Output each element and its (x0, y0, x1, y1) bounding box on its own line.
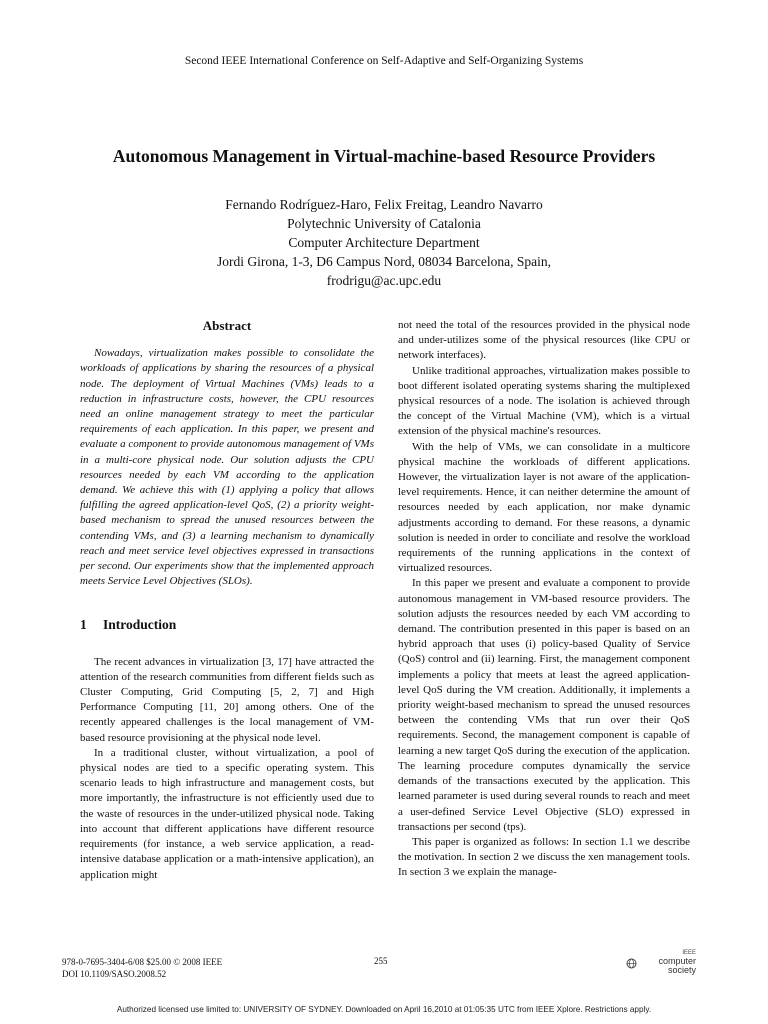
right-paragraph-2: With the help of VMs, we can consolidate in a multicore physical machine the workloads of different applications. However, the virtualization layer is not aware of the application-level requirements. Hence, it can neither determine the amount of resources needed by each application, nor make dynamic adjustments according to demand. For these reasons, a dynamic solution is needed in order to conciliate and resolve the workload requirements of the running applications in the context of virtualized resources. (398, 440, 690, 575)
logo-ieee-text: IEEE (682, 950, 696, 956)
right-column (398, 318, 690, 881)
footer-isbn: 978-0-7695-3404-6/08 $25.00 © 2008 IEEE (62, 957, 223, 967)
section-number: 1 (80, 617, 87, 633)
author-block (0, 195, 768, 290)
section-heading-introduction (80, 617, 374, 632)
ieee-computer-society-logo (626, 950, 696, 980)
abstract-text: Nowadays, virtualization makes possible to consolidate the workloads of applications by sharing the resources of a physical node. The deployment of Virtual Machines (VMs) leads to a reduction in infrastructure costs, however, the CPU resources need an online management strategy to meet the particular requirements of each application. In this paper, we present and evaluate a component to provide autonomous management of VMs in a multi-core physical node. Our solution adjusts the CPU resources needed by each VM according to the application demand. We achieve this with (1) applying a policy that allows fulfilling the agreed application-level QoS, (2) a priority weight-based mechanism to spread the unused resources between the contending VMs, and (3) a learning mechanism to dynamically reach and meet service level objectives expressed in transactions per second. Our experiments show that the implemented approach meets Service Level Objectives (SLOs). (80, 347, 374, 588)
logo-computer-text: computer (658, 956, 696, 966)
right-paragraph-4: This paper is organized as follows: In section 1.1 we describe the motivation. In section 2 we discuss the xen management tools. In section 3 we explain the manage- (398, 835, 690, 879)
right-paragraph-1: Unlike traditional approaches, virtualization makes possible to boot different isolated operating systems sharing the multiplexed physical resources of a node. The isolation is achieved through the concept of the Virtual Machine (VM), which is a virtual extension of the physical machine's resources. (398, 364, 690, 438)
authorized-use-notice: Authorized licensed use limited to: UNIVERSITY OF SYDNEY. Downloaded on April 16,2010 at 01:05:35 UTC from IEEE Xplore. Restrictions apply. (116, 1005, 652, 1014)
right-paragraph-3: In this paper we present and evaluate a component to provide autonomous management in VM-based resource providers. The solution adjusts the resources needed by each VM according to demand. The contribution presented in this paper is based on an hybrid approach that uses (i) policy-based Quality of Service (QoS) control and (ii) learning. First, the management component implements a policy that meets at least the agreed application-level QoS during the VM creation. Additionally, it implements a priority weight-based mechanism to spread the unused resources between the contending VMs that run over their QoS requirements. Second, the management component is capable of learning a new target QoS during the execution of the application. The learning procedure computes dynamically the service demands of the transactions executed by the application. This learned parameter is used during several rounds to reach and meet a user-defined Service Level Objective (SLO) expressed in transactions per second (tps). (398, 577, 690, 833)
page-number: 255 (374, 956, 388, 966)
footer-doi: DOI 10.1109/SASO.2008.52 (62, 969, 167, 979)
intro-paragraph-2: In a traditional cluster, without virtualization, a pool of physical nodes are tied to a specific operating system. This scenario leads to high infrastructure and management costs, but more importantly, the infrastructure is not efficiently used due to the waste of resources in the under-utilized physical node. Taking into account that different applications have different resource requirements (for instance, a web service application, a read-intensive database application or a math-intensive application), an application might (80, 746, 374, 881)
section-title: Introduction (103, 617, 177, 633)
conference-header: Second IEEE International Conference on Self-Adaptive and Self-Organizing Systems (184, 55, 584, 67)
abstract-heading: Abstract (202, 318, 252, 333)
intro-paragraph-1: The recent advances in virtualization [3, 17] have attracted the attention of the research communities from different fields such as Cluster Computing, Grid Computing [5, 2, 7] and High Performance Computing [11, 20] among others. One of the recently appeared challenges is the local management of VM-based resource provisioning at the physical node level. (80, 655, 374, 744)
author-address: Jordi Girona, 1-3, D6 Campus Nord, 08034 Barcelona, Spain, (216, 254, 552, 269)
author-email[interactable]: frodrigu@ac.upc.edu (326, 273, 442, 288)
author-names: Fernando Rodríguez-Haro, Felix Freitag, Leandro Navarro (225, 197, 543, 212)
globe-icon (626, 958, 637, 969)
logo-society-text: society (667, 965, 696, 975)
left-column (80, 318, 374, 883)
author-affiliation: Polytechnic University of Catalonia (287, 216, 481, 231)
right-paragraph-continued: not need the total of the resources provided in the physical node and under-utilizes some of the physical resources (like CPU or network interfaces). (398, 319, 690, 362)
paper-title: Autonomous Management in Virtual-machine-based Resource Providers (112, 146, 656, 166)
footer-publication-info (62, 956, 222, 980)
author-department: Computer Architecture Department (288, 235, 480, 250)
